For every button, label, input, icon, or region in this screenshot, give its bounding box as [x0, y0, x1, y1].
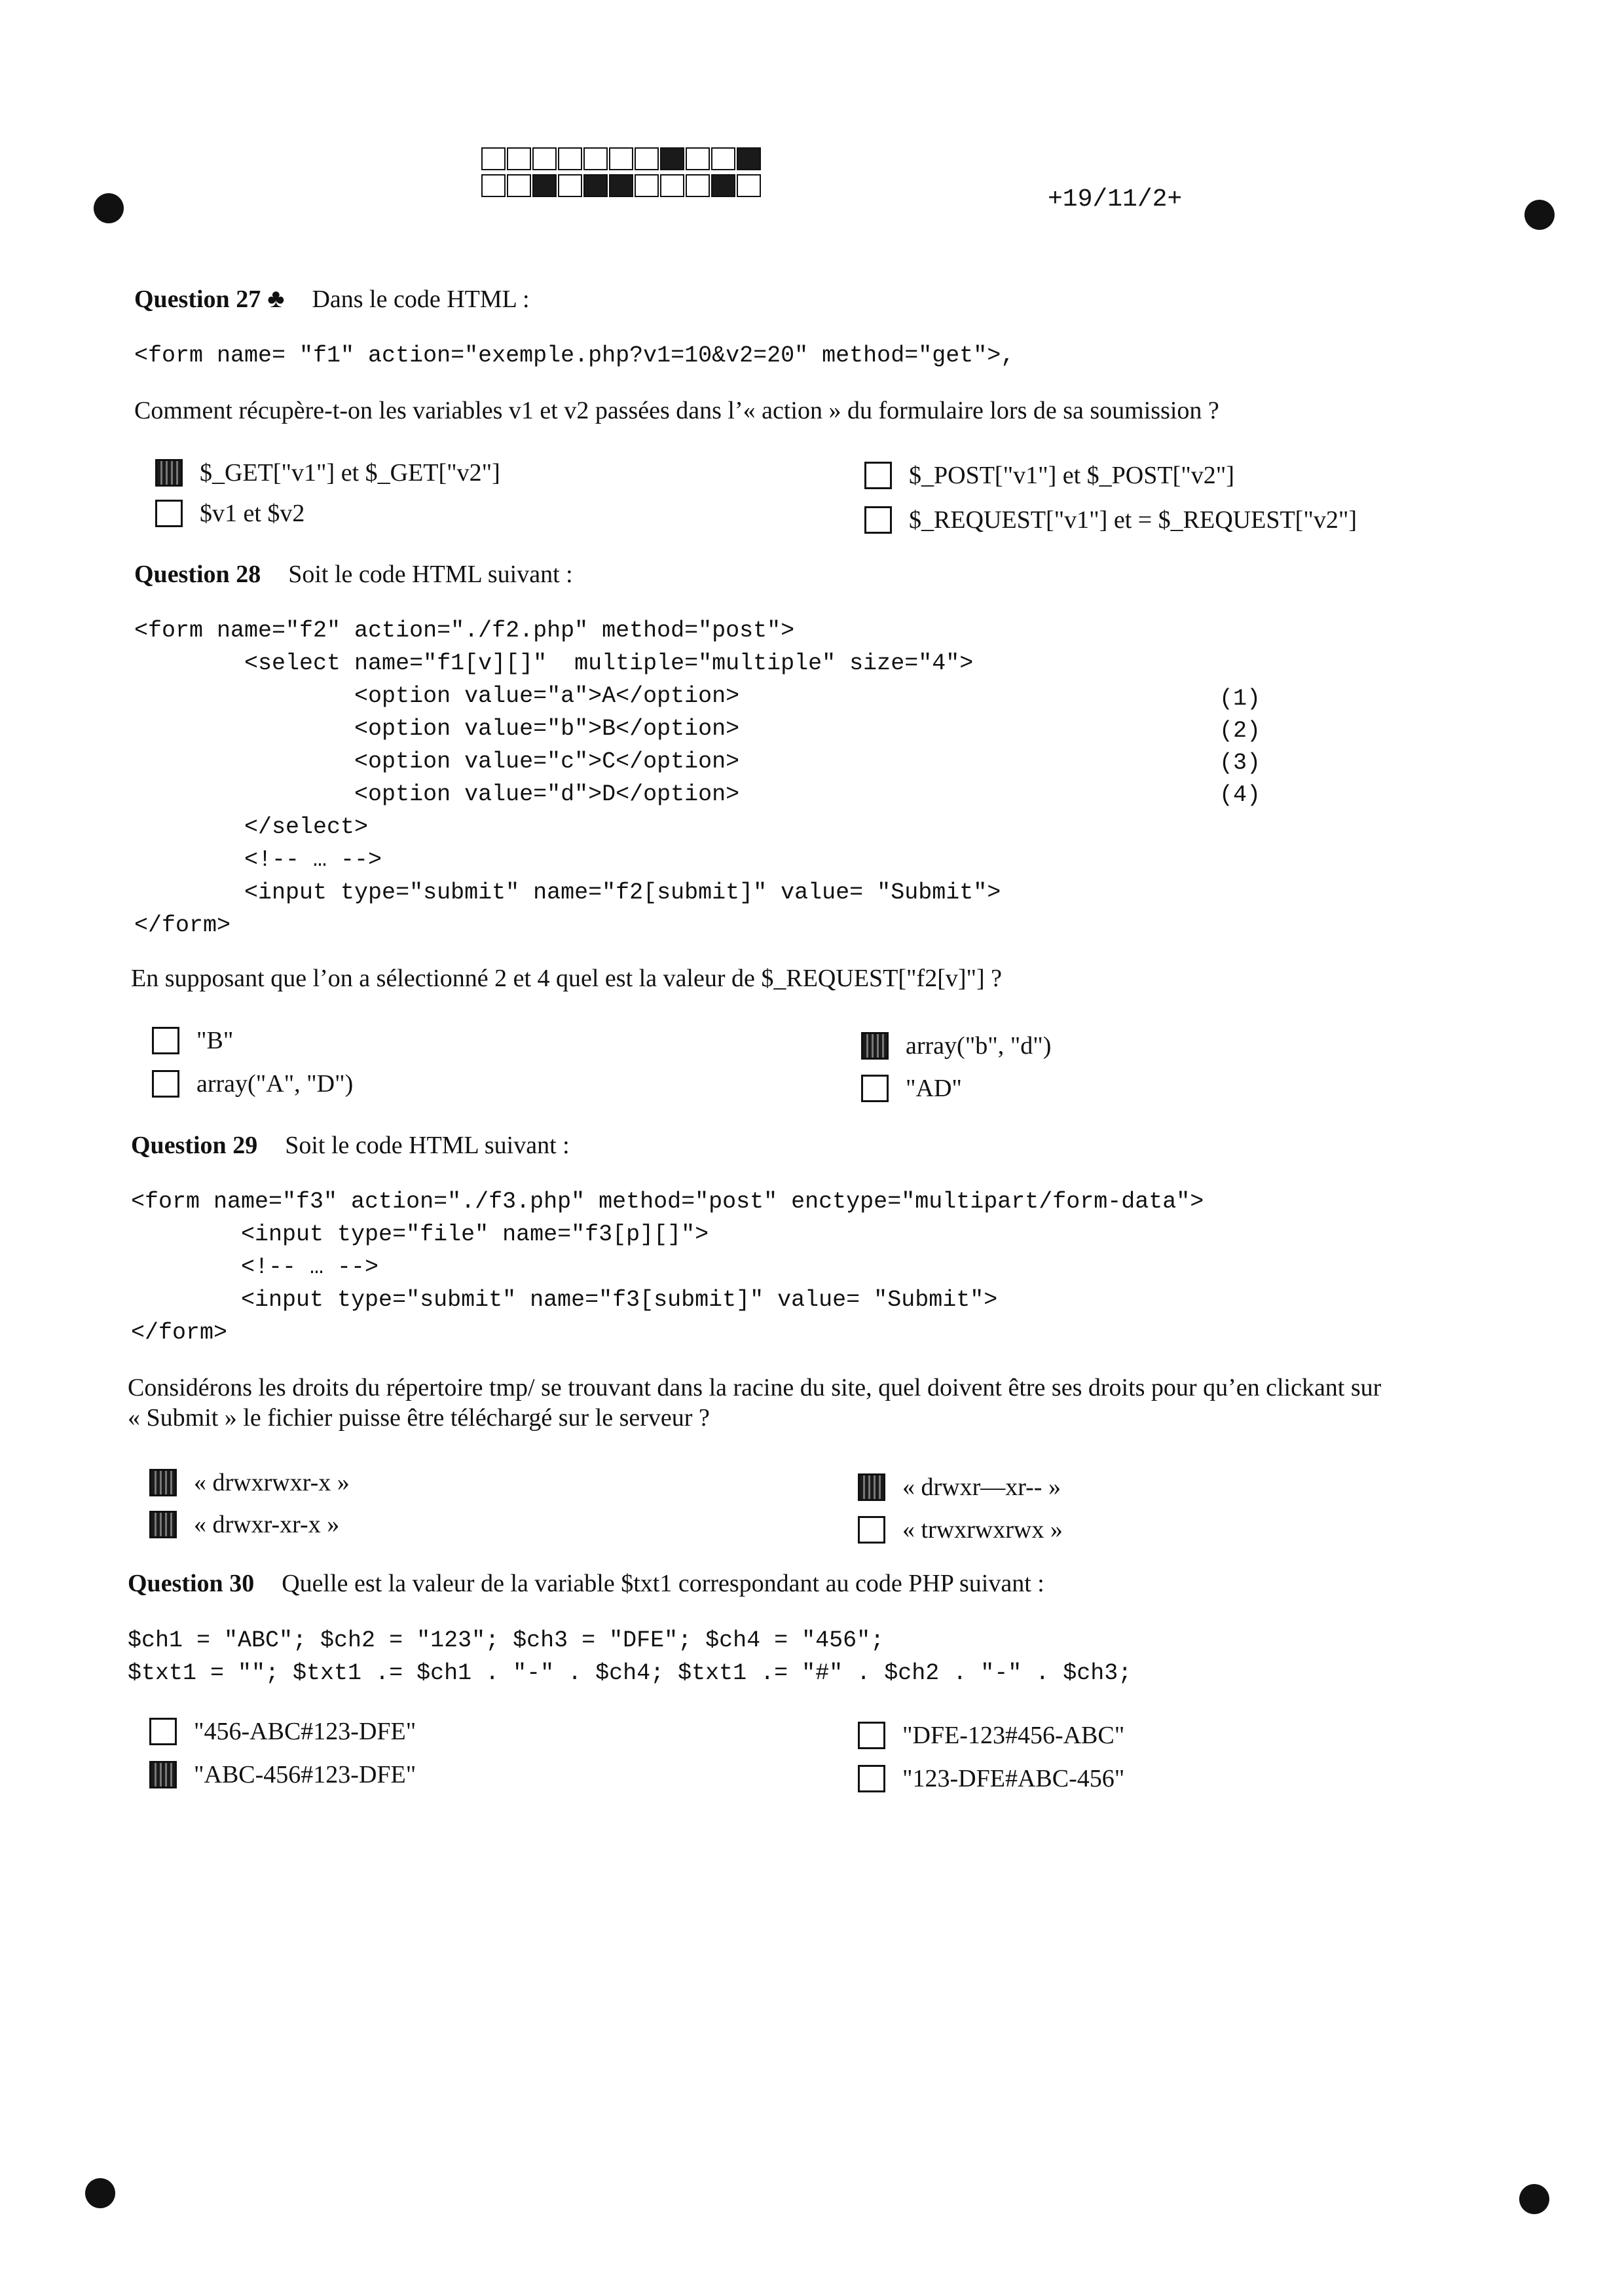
option-label: $_REQUEST["v1"] et = $_REQUEST["v2"]: [909, 506, 1357, 534]
barcode-cell: [609, 147, 633, 170]
registration-dot-bottom-left: [85, 2178, 115, 2208]
question-29-text-line1: Considérons les droits du répertoire tmp/ se trouvant dans la racine du site, quel doivent être ses droits pour qu’en clickant sur: [128, 1374, 1382, 1401]
checkbox[interactable]: [149, 1718, 177, 1745]
registration-dot-bottom-right: [1519, 2184, 1549, 2214]
line-number: (2): [1219, 718, 1261, 744]
question-28-title: [134, 560, 573, 589]
checkbox[interactable]: [858, 1516, 885, 1544]
code-line: <option value="d">D</option>: [134, 781, 740, 807]
option-label: $_GET["v1"] et $_GET["v2"]: [200, 459, 500, 487]
q29-option-4[interactable]: [858, 1515, 1063, 1544]
q29-option-1[interactable]: [149, 1468, 350, 1497]
question-28-text: En supposant que l’on a sélectionné 2 et 4 quel est la valeur de $_REQUEST["f2[v]"] ?: [131, 965, 1003, 992]
barcode-cell: [686, 174, 710, 197]
checkbox[interactable]: [155, 500, 183, 527]
barcode-cell: [660, 174, 684, 197]
club-icon: ♣: [267, 284, 285, 313]
q30-option-1[interactable]: [149, 1717, 416, 1746]
q30-option-2[interactable]: [149, 1760, 416, 1789]
code-line: <input type="file" name="f3[p][]">: [131, 1221, 709, 1248]
checkbox[interactable]: [858, 1722, 885, 1749]
page-id: +19/11/2+: [1048, 185, 1183, 213]
barcode-cell: [507, 147, 531, 170]
line-number: (4): [1219, 782, 1261, 808]
option-label: « trwxrwxrwx »: [902, 1516, 1063, 1544]
checkbox-checked[interactable]: [858, 1473, 885, 1501]
barcode-cell: [660, 147, 684, 170]
barcode-cell: [737, 174, 761, 197]
question-30-code: [128, 1624, 1132, 1690]
question-27-text: Comment récupère-t-on les variables v1 et v2 passées dans l’« action » du formulaire lors de sa soumission ?: [134, 397, 1219, 424]
q28-option-4[interactable]: [861, 1074, 962, 1103]
q27-option-4[interactable]: [864, 506, 1357, 534]
question-28-code: [134, 614, 1001, 942]
code-line: <input type="submit" name="f2[submit]" value= "Submit">: [134, 880, 1001, 906]
line-number: (3): [1219, 750, 1261, 776]
barcode-cell: [583, 174, 608, 197]
registration-dot-top-left: [94, 193, 124, 223]
barcode-cell: [635, 147, 659, 170]
question-label: Question 29: [131, 1132, 258, 1159]
q28-option-2[interactable]: [152, 1069, 353, 1098]
checkbox[interactable]: [152, 1070, 179, 1098]
barcode-cell: [558, 174, 582, 197]
barcode-cell: [532, 147, 557, 170]
code-line: <form name= "f1" action="exemple.php?v1=10&v2=20" method="get">,: [134, 343, 1015, 369]
barcode-cell: [737, 147, 761, 170]
question-29-text-line2: « Submit » le fichier puisse être téléchargé sur le serveur ?: [128, 1404, 710, 1432]
code-line: <form name="f2" action="./f2.php" method="post">: [134, 618, 795, 644]
q29-option-3[interactable]: [858, 1473, 1061, 1502]
code-line: <input type="submit" name="f3[submit]" value= "Submit">: [131, 1287, 998, 1313]
checkbox[interactable]: [152, 1027, 179, 1054]
q30-option-3[interactable]: [858, 1721, 1124, 1750]
code-line: </select>: [134, 814, 369, 840]
question-29-code: [131, 1185, 1204, 1349]
q27-option-2[interactable]: [155, 499, 304, 528]
barcode-cell: [711, 147, 735, 170]
option-label: array("b", "d"): [906, 1032, 1052, 1060]
option-label: $v1 et $v2: [200, 500, 305, 527]
barcode-cell: [507, 174, 531, 197]
question-27-code: [134, 339, 1014, 372]
code-line: <option value="a">A</option>: [134, 683, 740, 709]
barcode-cell: [686, 147, 710, 170]
option-label: "ABC-456#123-DFE": [194, 1761, 416, 1788]
code-line: </form>: [131, 1320, 228, 1346]
barcode-cell: [583, 147, 608, 170]
barcode-cell: [481, 174, 506, 197]
q29-option-2[interactable]: [149, 1510, 339, 1539]
line-number: (1): [1219, 686, 1261, 712]
question-label: Question 28: [134, 561, 261, 588]
question-prompt: Soit le code HTML suivant :: [288, 561, 573, 588]
option-label: « drwxrwxr-x »: [194, 1469, 350, 1496]
code-line: <!-- … -->: [131, 1254, 379, 1280]
question-prompt: Soit le code HTML suivant :: [285, 1132, 570, 1159]
checkbox[interactable]: [861, 1075, 889, 1102]
code-line: <select name="f1[v][]" multiple="multiple" size="4">: [134, 650, 974, 676]
checkbox-checked[interactable]: [861, 1032, 889, 1060]
option-label: "DFE-123#456-ABC": [902, 1722, 1125, 1749]
q28-option-1[interactable]: [152, 1026, 233, 1055]
option-label: "AD": [906, 1075, 962, 1102]
checkbox-checked[interactable]: [149, 1761, 177, 1788]
option-label: $_POST["v1"] et $_POST["v2"]: [909, 462, 1234, 489]
question-prompt: Quelle est la valeur de la variable $txt1 correspondant au code PHP suivant :: [282, 1570, 1044, 1597]
q28-option-3[interactable]: [861, 1031, 1051, 1060]
option-label: array("A", "D"): [196, 1070, 354, 1098]
checkbox-checked[interactable]: [149, 1469, 177, 1496]
checkbox-checked[interactable]: [149, 1511, 177, 1538]
code-line: <option value="b">B</option>: [134, 716, 740, 742]
q27-option-3[interactable]: [864, 461, 1234, 490]
q30-option-4[interactable]: [858, 1764, 1124, 1793]
q27-option-1[interactable]: [155, 458, 500, 487]
barcode-cell: [532, 174, 557, 197]
code-line: <!-- … -->: [134, 847, 382, 873]
code-line: $txt1 = ""; $txt1 .= $ch1 . "-" . $ch4; $txt1 .= "#" . $ch2 . "-" . $ch3;: [128, 1660, 1132, 1686]
question-prompt: Dans le code HTML :: [312, 286, 530, 313]
option-label: "123-DFE#ABC-456": [902, 1765, 1125, 1792]
option-label: « drwxr-xr-x »: [194, 1511, 340, 1538]
barcode-cell: [558, 147, 582, 170]
code-line: <option value="c">C</option>: [134, 749, 740, 775]
barcode-cell: [635, 174, 659, 197]
question-label: Question 27: [134, 286, 261, 313]
checkbox[interactable]: [864, 506, 892, 534]
page-barcode: [481, 147, 762, 201]
question-27-title: [134, 283, 530, 314]
option-label: "456-ABC#123-DFE": [194, 1718, 416, 1745]
barcode-cell: [711, 174, 735, 197]
checkbox-checked[interactable]: [155, 459, 183, 487]
barcode-cell: [481, 147, 506, 170]
code-line: $ch1 = "ABC"; $ch2 = "123"; $ch3 = "DFE"; $ch4 = "456";: [128, 1627, 885, 1654]
registration-dot-top-right: [1524, 200, 1555, 230]
checkbox[interactable]: [864, 462, 892, 489]
question-30-title: [128, 1569, 1044, 1598]
code-line: <form name="f3" action="./f3.php" method="post" enctype="multipart/form-data">: [131, 1189, 1204, 1215]
barcode-cell: [609, 174, 633, 197]
option-label: « drwxr—xr-- »: [902, 1473, 1061, 1501]
question-29-title: [131, 1131, 570, 1160]
checkbox[interactable]: [858, 1765, 885, 1792]
code-line: </form>: [134, 912, 231, 938]
question-label: Question 30: [128, 1570, 255, 1597]
option-label: "B": [196, 1027, 234, 1054]
